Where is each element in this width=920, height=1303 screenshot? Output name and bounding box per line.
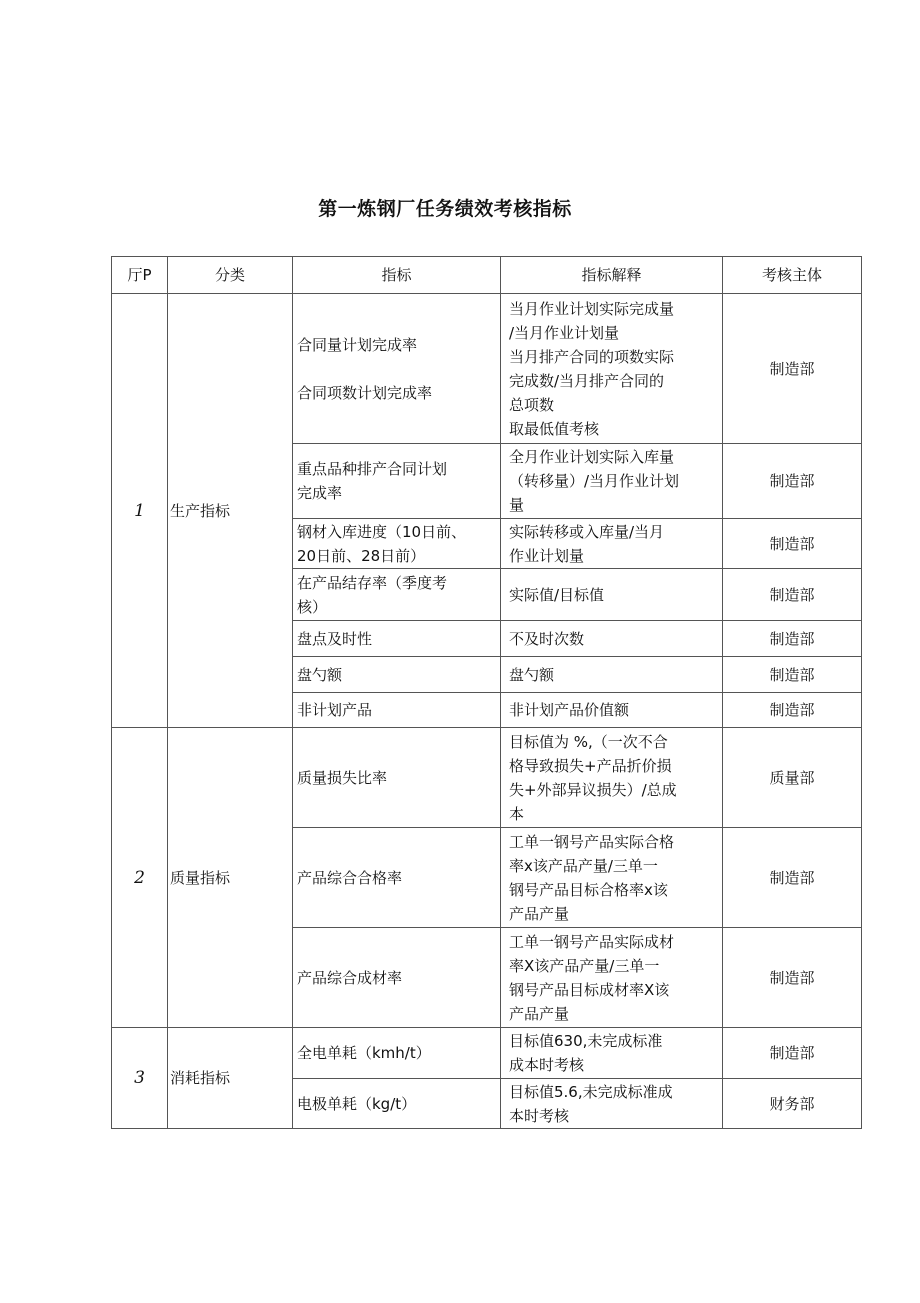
dept-cell: 制造部 <box>723 569 862 621</box>
group-no: 1 <box>112 294 168 728</box>
explanation-cell: 目标值5.6,未完成标准成 本时考核 <box>501 1079 723 1129</box>
explanation-cell: 实际转移或入库量/当月 作业计划量 <box>501 519 723 569</box>
group-category: 消耗指标 <box>168 1028 293 1129</box>
explanation-cell: 不及时次数 <box>501 621 723 657</box>
dept-cell: 制造部 <box>723 693 862 728</box>
group-category: 质量指标 <box>168 728 293 1028</box>
explanation-cell: 当月作业计划实际完成量 /当月作业计划量 当月排产合同的项数实际 完成数/当月排产合同的 总项数 取最低值考核 <box>501 294 723 444</box>
group-no: 3 <box>112 1028 168 1129</box>
header-no: 厅P <box>112 257 168 294</box>
table-row <box>112 294 862 444</box>
table-row <box>112 1028 862 1079</box>
dept-cell: 制造部 <box>723 519 862 569</box>
explanation-cell: 全月作业计划实际入库量 （转移量）/当月作业计划 量 <box>501 444 723 519</box>
explanation-cell: 盘勺额 <box>501 657 723 693</box>
explanation-cell: 工单一钢号产品实际成材 率X该产品产量/三单一 钢号产品目标成材率X该 产品产量 <box>501 928 723 1028</box>
indicator-cell: 非计划产品 <box>293 693 501 728</box>
indicator-cell: 盘勺额 <box>293 657 501 693</box>
explanation-cell: 目标值为 %,（一次不合 格导致损失+产品折价损 失+外部异议损失）/总成 本 <box>501 728 723 828</box>
indicator-cell: 全电单耗（kmh/t） <box>293 1028 501 1079</box>
page-title: 第一炼钢厂任务绩效考核指标 <box>318 198 572 220</box>
indicator-cell: 产品综合成材率 <box>293 928 501 1028</box>
indicator-cell: 重点品种排产合同计划 完成率 <box>293 444 501 519</box>
explanation-cell: 非计划产品价值额 <box>501 693 723 728</box>
header-explanation: 指标解释 <box>501 257 723 294</box>
indicator-cell: 在产品结存率（季度考 核） <box>293 569 501 621</box>
dept-cell: 制造部 <box>723 657 862 693</box>
explanation-cell: 工单一钢号产品实际合格 率x该产品产量/三单一 钢号产品目标合格率x该 产品产量 <box>501 828 723 928</box>
dept-cell: 制造部 <box>723 928 862 1028</box>
dept-cell: 制造部 <box>723 828 862 928</box>
table-header-row <box>112 257 862 294</box>
table-row <box>112 728 862 828</box>
dept-cell: 制造部 <box>723 1028 862 1079</box>
kpi-table <box>111 256 862 1129</box>
group-no: 2 <box>112 728 168 1028</box>
indicator-cell: 盘点及时性 <box>293 621 501 657</box>
indicator-cell: 产品综合合格率 <box>293 828 501 928</box>
dept-cell: 财务部 <box>723 1079 862 1129</box>
header-category: 分类 <box>168 257 293 294</box>
explanation-cell: 目标值630,未完成标准 成本时考核 <box>501 1028 723 1079</box>
header-indicator: 指标 <box>293 257 501 294</box>
dept-cell: 质量部 <box>723 728 862 828</box>
indicator-cell: 电极单耗（kg/t） <box>293 1079 501 1129</box>
group-category: 生产指标 <box>168 294 293 728</box>
dept-cell: 制造部 <box>723 294 862 444</box>
explanation-cell: 实际值/目标值 <box>501 569 723 621</box>
header-dept: 考核主体 <box>723 257 862 294</box>
indicator-cell: 质量损失比率 <box>293 728 501 828</box>
indicator-cell: 合同量计划完成率 合同项数计划完成率 <box>293 294 501 444</box>
indicator-cell: 钢材入库进度（10日前、 20日前、28日前） <box>293 519 501 569</box>
dept-cell: 制造部 <box>723 444 862 519</box>
dept-cell: 制造部 <box>723 621 862 657</box>
